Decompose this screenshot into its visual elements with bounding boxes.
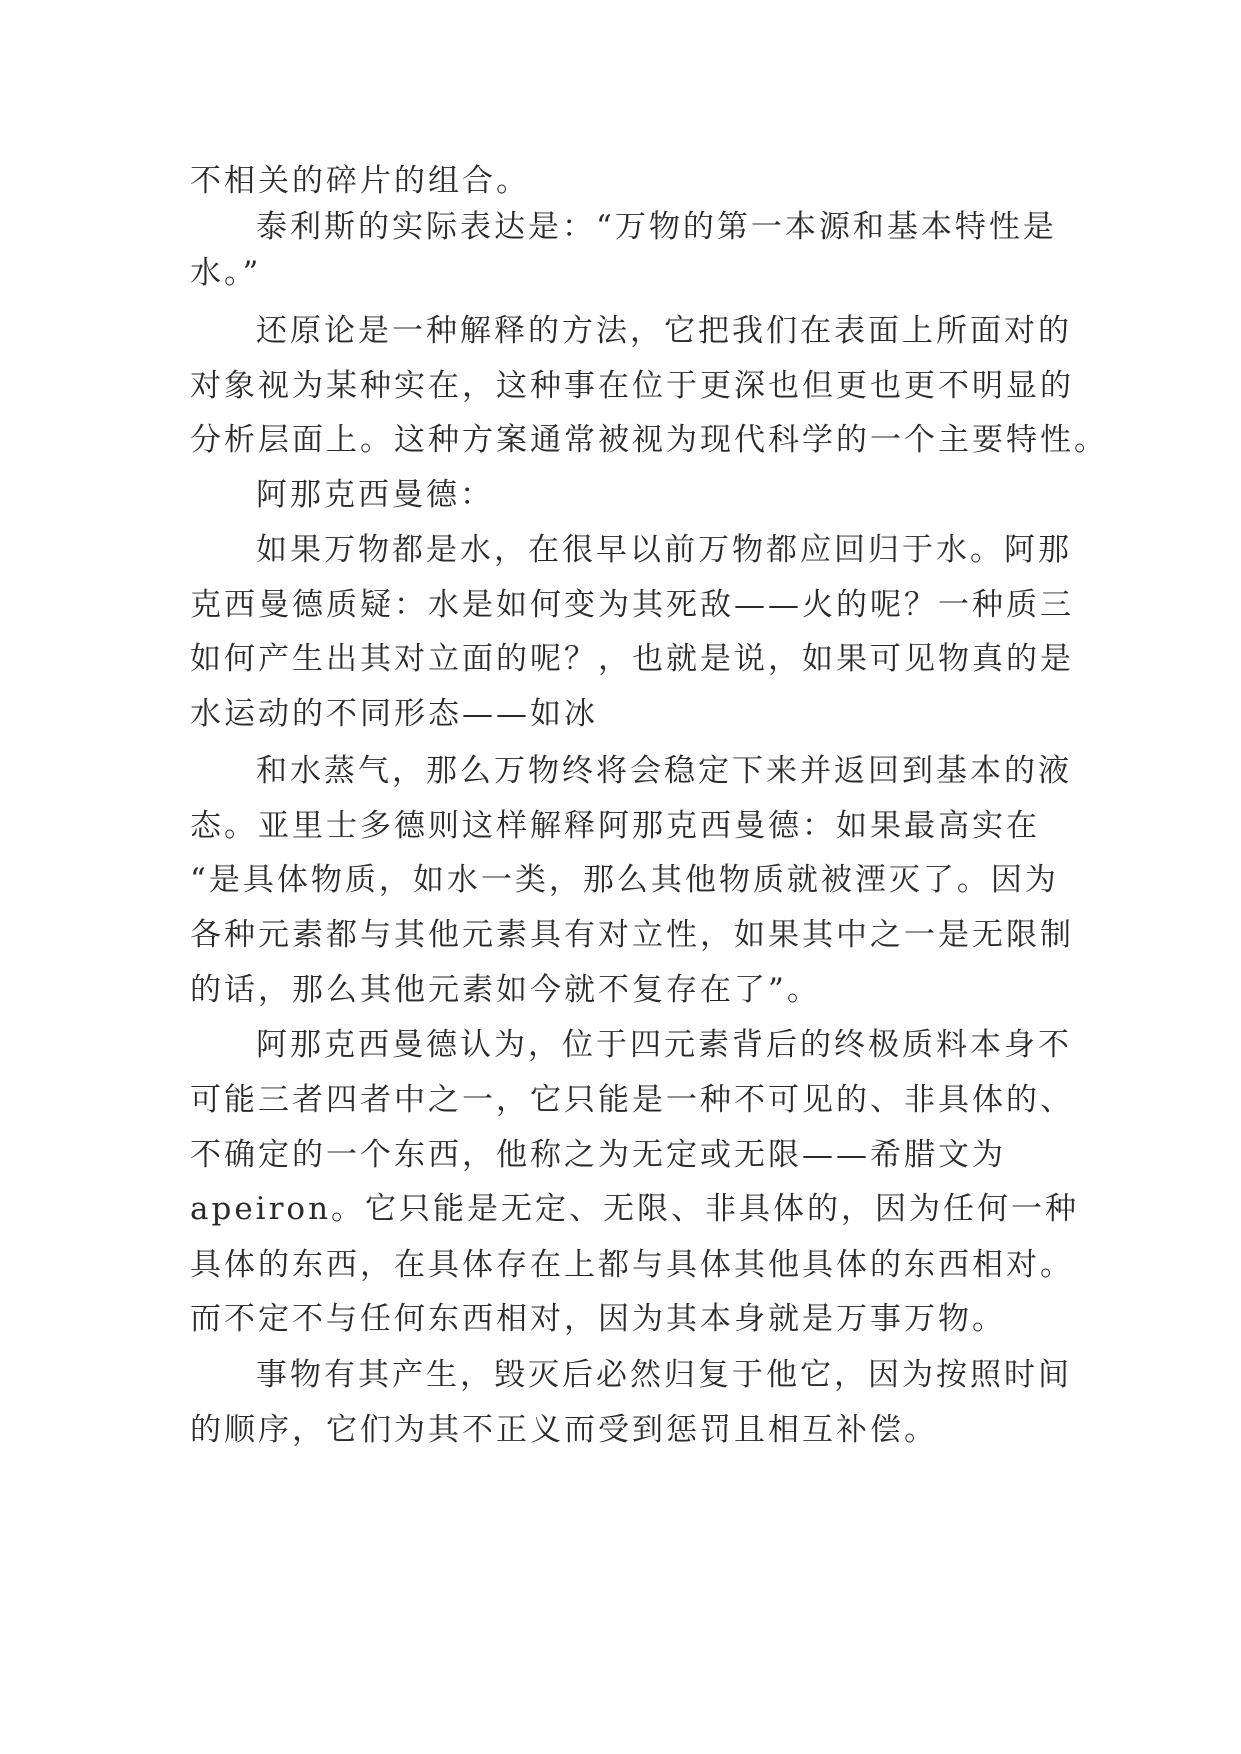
text-line: 如何产生出其对立面的呢？，也就是说，如果可见物真的是 xyxy=(190,641,1074,677)
text-line: 事物有其产生，毁灭后必然归复于他它，因为按照时间 xyxy=(256,1357,1072,1393)
text-line: 分析层面上。这种方案通常被视为现代科学的一个主要特性。 xyxy=(190,422,1108,458)
text-line: apeiron。它只能是无定、无限、非具体的，因为任何一种 xyxy=(190,1191,1080,1227)
text-line: 态。亚里士多德则这样解释阿那克西曼德：如果最高实在 xyxy=(190,808,1040,844)
text-line: 水运动的不同形态——如冰 xyxy=(190,696,598,732)
text-line: 不相关的碎片的组合。 xyxy=(190,163,530,199)
text-line: 而不定不与任何东西相对，因为其本身就是万事万物。 xyxy=(190,1301,1006,1337)
text-line: 克西曼德质疑：水是如何变为其死敌——火的呢？一种质三 xyxy=(190,587,1074,623)
text-line: 水。” xyxy=(190,255,262,291)
text-line: 和水蒸气，那么万物终将会稳定下来并返回到基本的液 xyxy=(256,753,1072,789)
text-line: 可能三者四者中之一，它只能是一种不可见的、非具体的、 xyxy=(190,1082,1074,1118)
text-line: 对象视为某种实在，这种事在位于更深也但更也更不明显的 xyxy=(190,368,1074,404)
text-line: 的顺序，它们为其不正义而受到惩罚且相互补偿。 xyxy=(190,1412,938,1448)
text-line: 还原论是一种解释的方法，它把我们在表面上所面对的 xyxy=(256,313,1072,349)
text-line: 不确定的一个东西，他称之为无定或无限——希腊文为 xyxy=(190,1137,1006,1173)
text-line: “是具体物质，如水一类，那么其他物质就被湮灭了。因为 xyxy=(190,862,1059,898)
text-line: 如果万物都是水，在很早以前万物都应回归于水。阿那 xyxy=(256,532,1072,568)
text-line: 具体的东西，在具体存在上都与具体其他具体的东西相对。 xyxy=(190,1247,1074,1283)
text-line: 泰利斯的实际表达是：“万物的第一本源和基本特性是 xyxy=(256,209,1057,245)
text-line: 阿那克西曼德： xyxy=(256,477,494,513)
text-line: 各种元素都与其他元素具有对立性，如果其中之一是无限制 xyxy=(190,917,1074,953)
text-line: 的话，那么其他元素如今就不复存在了”。 xyxy=(190,972,821,1008)
text-line: 阿那克西曼德认为，位于四元素背后的终极质料本身不 xyxy=(256,1027,1072,1063)
